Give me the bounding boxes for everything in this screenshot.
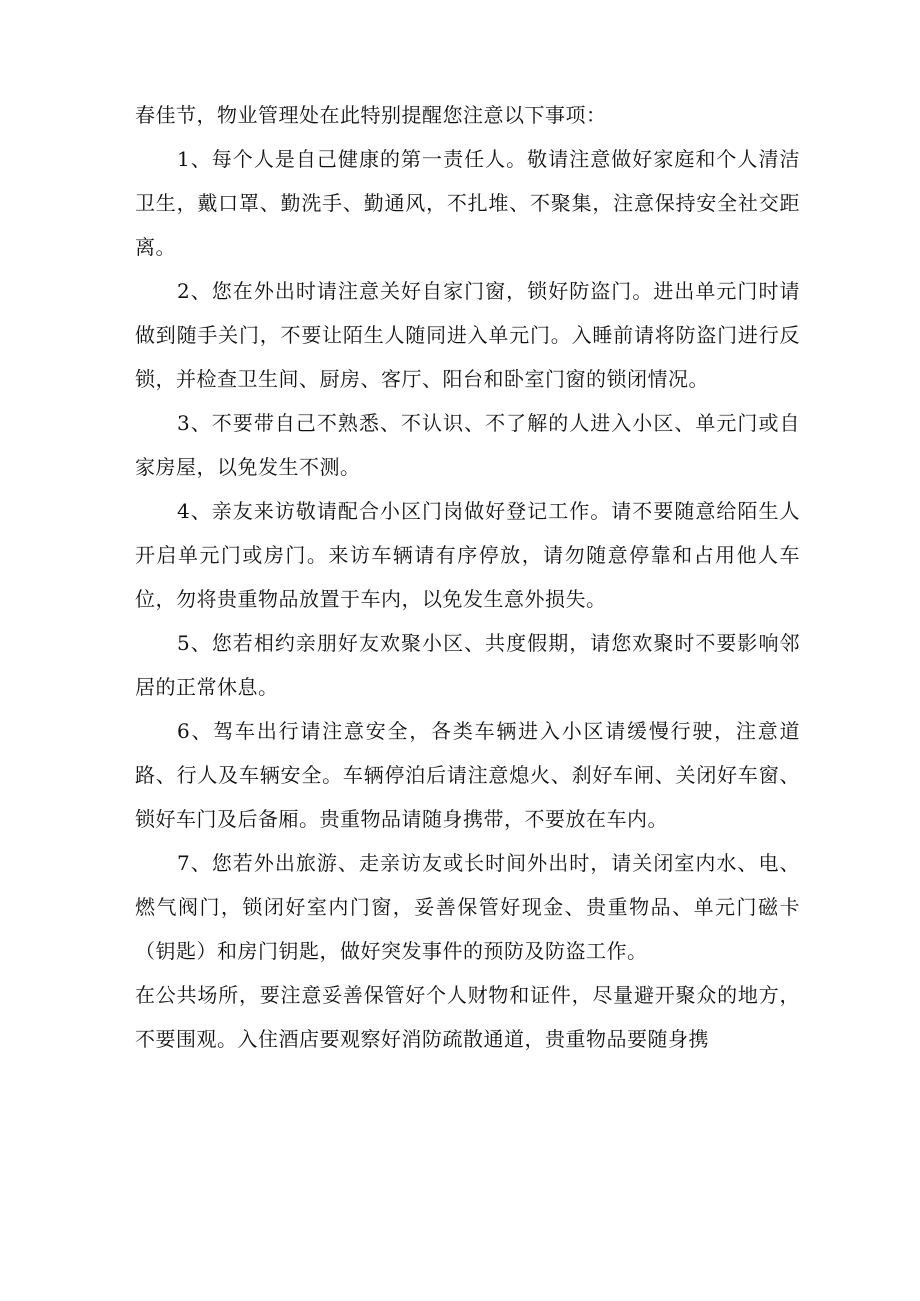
item-paragraph-3: 3、不要带自己不熟悉、不认识、不了解的人进入小区、单元门或自家房屋，以免发生不测。: [135, 411, 800, 479]
item-paragraph-4: 4、亲友来访敬请配合小区门岗做好登记工作。请不要随意给陌生人开启单元门或房门。来访车辆请有序停放，请勿随意停靠和占用他人车位，勿将贵重物品放置于车内，以免发生意外损失。: [135, 499, 800, 611]
item-paragraph-2: 2、您在外出时请注意关好自家门窗，锁好防盗门。进出单元门时请做到随手关门，不要让陌生人随同进入单元门。入睡前请将防盗门进行反锁，并检查卫生间、厨房、客厅、阳台和卧室门窗的锁闭情况。: [135, 279, 800, 391]
item-paragraph-1: 1、每个人是自己健康的第一责任人。敬请注意做好家庭和个人清洁卫生，戴口罩、勤洗手、勤通风，不扎堆、不聚集，注意保持安全社交距离。: [135, 147, 800, 259]
document-body: [135, 93, 800, 1061]
item-paragraph-6: 6、驾车出行请注意安全，各类车辆进入小区请缓慢行驶，注意道路、行人及车辆安全。车辆停泊后请注意熄火、刹好车闸、关闭好车窗、锁好车门及后备厢。贵重物品请随身携带，不要放在车内。: [135, 719, 800, 831]
item-paragraph-5: 5、您若相约亲朋好友欢聚小区、共度假期，请您欢聚时不要影响邻居的正常休息。: [135, 631, 800, 699]
item-paragraph-7: 7、您若外出旅游、走亲访友或长时间外出时，请关闭室内水、电、燃气阀门，锁闭好室内门窗，妥善保管好现金、贵重物品、单元门磁卡（钥匙）和房门钥匙，做好突发事件的预防及防盗工作。: [135, 851, 800, 963]
intro-paragraph: 春佳节，物业管理处在此特别提醒您注意以下事项：: [135, 103, 607, 127]
closing-paragraph: 在公共场所，要注意妥善保管好个人财物和证件，尽量避开聚众的地方，不要围观。入住酒店要观察好消防疏散通道，贵重物品要随身携: [135, 983, 800, 1051]
